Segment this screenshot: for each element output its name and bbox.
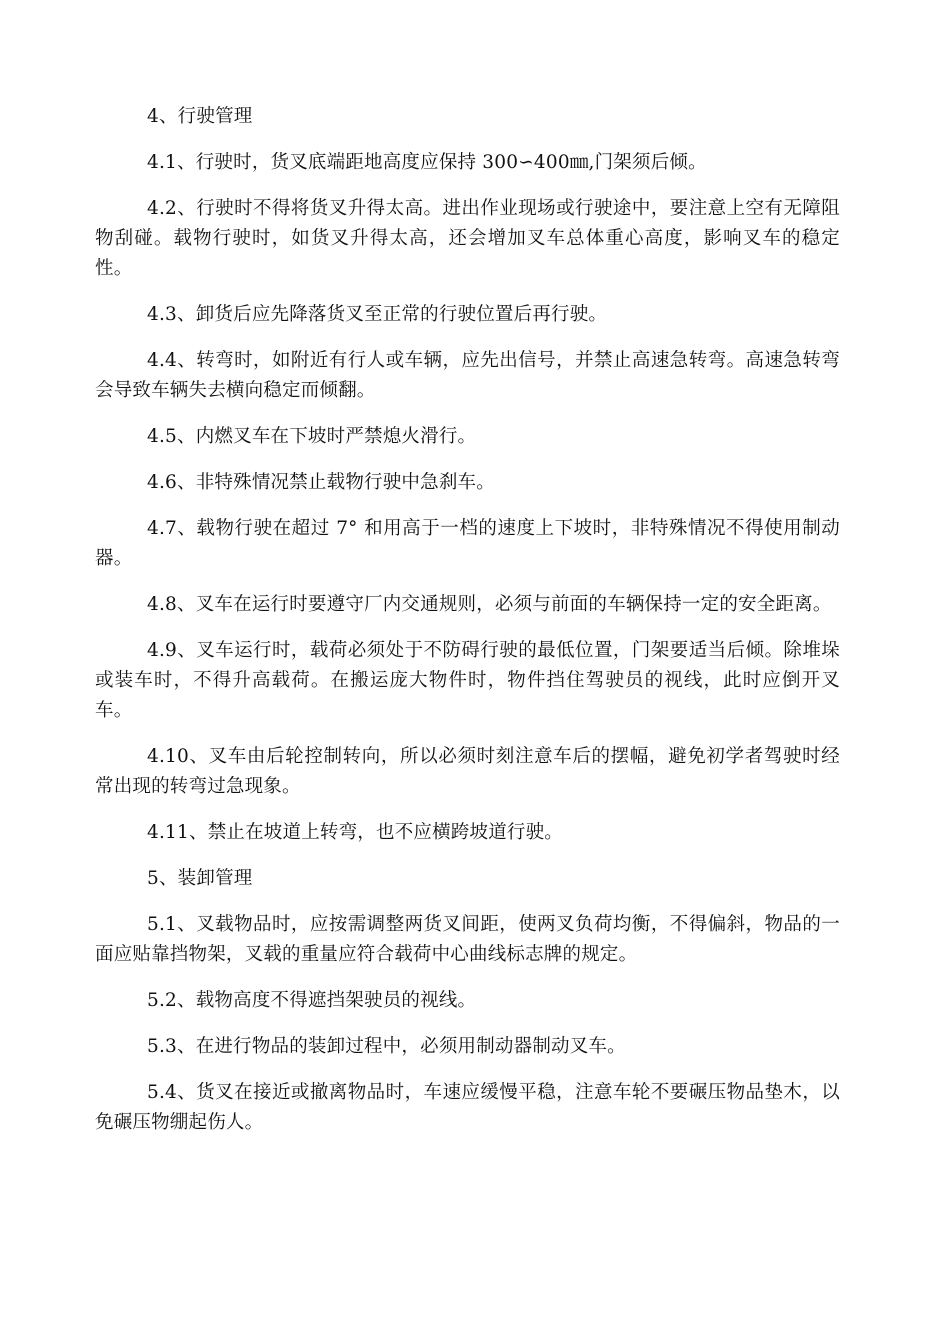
paragraph-4-5: 4.5、内燃叉车在下坡时严禁熄火滑行。	[147, 426, 477, 447]
paragraph-5-1: 5.1、叉载物品时，应按需调整两货叉间距，使两叉负荷均衡，不得偏斜，物品的一面应贴靠挡物架，叉载的重量应符合载荷中心曲线标志牌的规定。	[95, 914, 840, 965]
section-heading-loading: 5、装卸管理	[147, 868, 253, 889]
paragraph-4-6: 4.6、非特殊情况禁止载物行驶中急刹车。	[147, 472, 495, 493]
paragraph-4-8: 4.8、叉车在运行时要遵守厂内交通规则，必须与前面的车辆保持一定的安全距离。	[147, 594, 832, 615]
paragraph-4-10: 4.10、叉车由后轮控制转向，所以必须时刻注意车后的摆幅，避免初学者驾驶时经常出现的转弯过急现象。	[95, 746, 840, 797]
paragraph-4-7: 4.7、载物行驶在超过 7° 和用高于一档的速度上下坡时，非特殊情况不得使用制动器。	[95, 518, 840, 569]
paragraph-4-11: 4.11、禁止在坡道上转弯，也不应横跨坡道行驶。	[147, 822, 563, 843]
paragraph-5-4: 5.4、货叉在接近或撤离物品时，车速应缓慢平稳，注意车轮不要碾压物品垫木，以免碾压物绷起伤人。	[95, 1082, 840, 1133]
section-heading-driving: 4、行驶管理	[147, 106, 253, 127]
paragraph-5-3: 5.3、在进行物品的装卸过程中，必须用制动器制动叉车。	[147, 1036, 626, 1057]
paragraph-4-4: 4.4、转弯时，如附近有行人或车辆，应先出信号，并禁止高速急转弯。高速急转弯会导致车辆失去横向稳定而倾翻。	[95, 350, 840, 401]
document-body	[95, 102, 840, 1154]
paragraph-4-3: 4.3、卸货后应先降落货叉至正常的行驶位置后再行驶。	[147, 304, 608, 325]
paragraph-4-9: 4.9、叉车运行时，载荷必须处于不防碍行驶的最低位置，门架要适当后倾。除堆垛或装车时，不得升高载荷。在搬运庞大物件时，物件挡住驾驶员的视线，此时应倒开叉车。	[95, 640, 840, 721]
paragraph-5-2: 5.2、载物高度不得遮挡架驶员的视线。	[147, 990, 477, 1011]
paragraph-4-2: 4.2、行驶时不得将货叉升得太高。进出作业现场或行驶途中，要注意上空有无障阻物刮碰。载物行驶时，如货叉升得太高，还会增加叉车总体重心高度，影响叉车的稳定性。	[95, 198, 840, 279]
paragraph-4-1: 4.1、行驶时，货叉底端距地高度应保持 300∽400㎜,门架须后倾。	[147, 152, 707, 173]
